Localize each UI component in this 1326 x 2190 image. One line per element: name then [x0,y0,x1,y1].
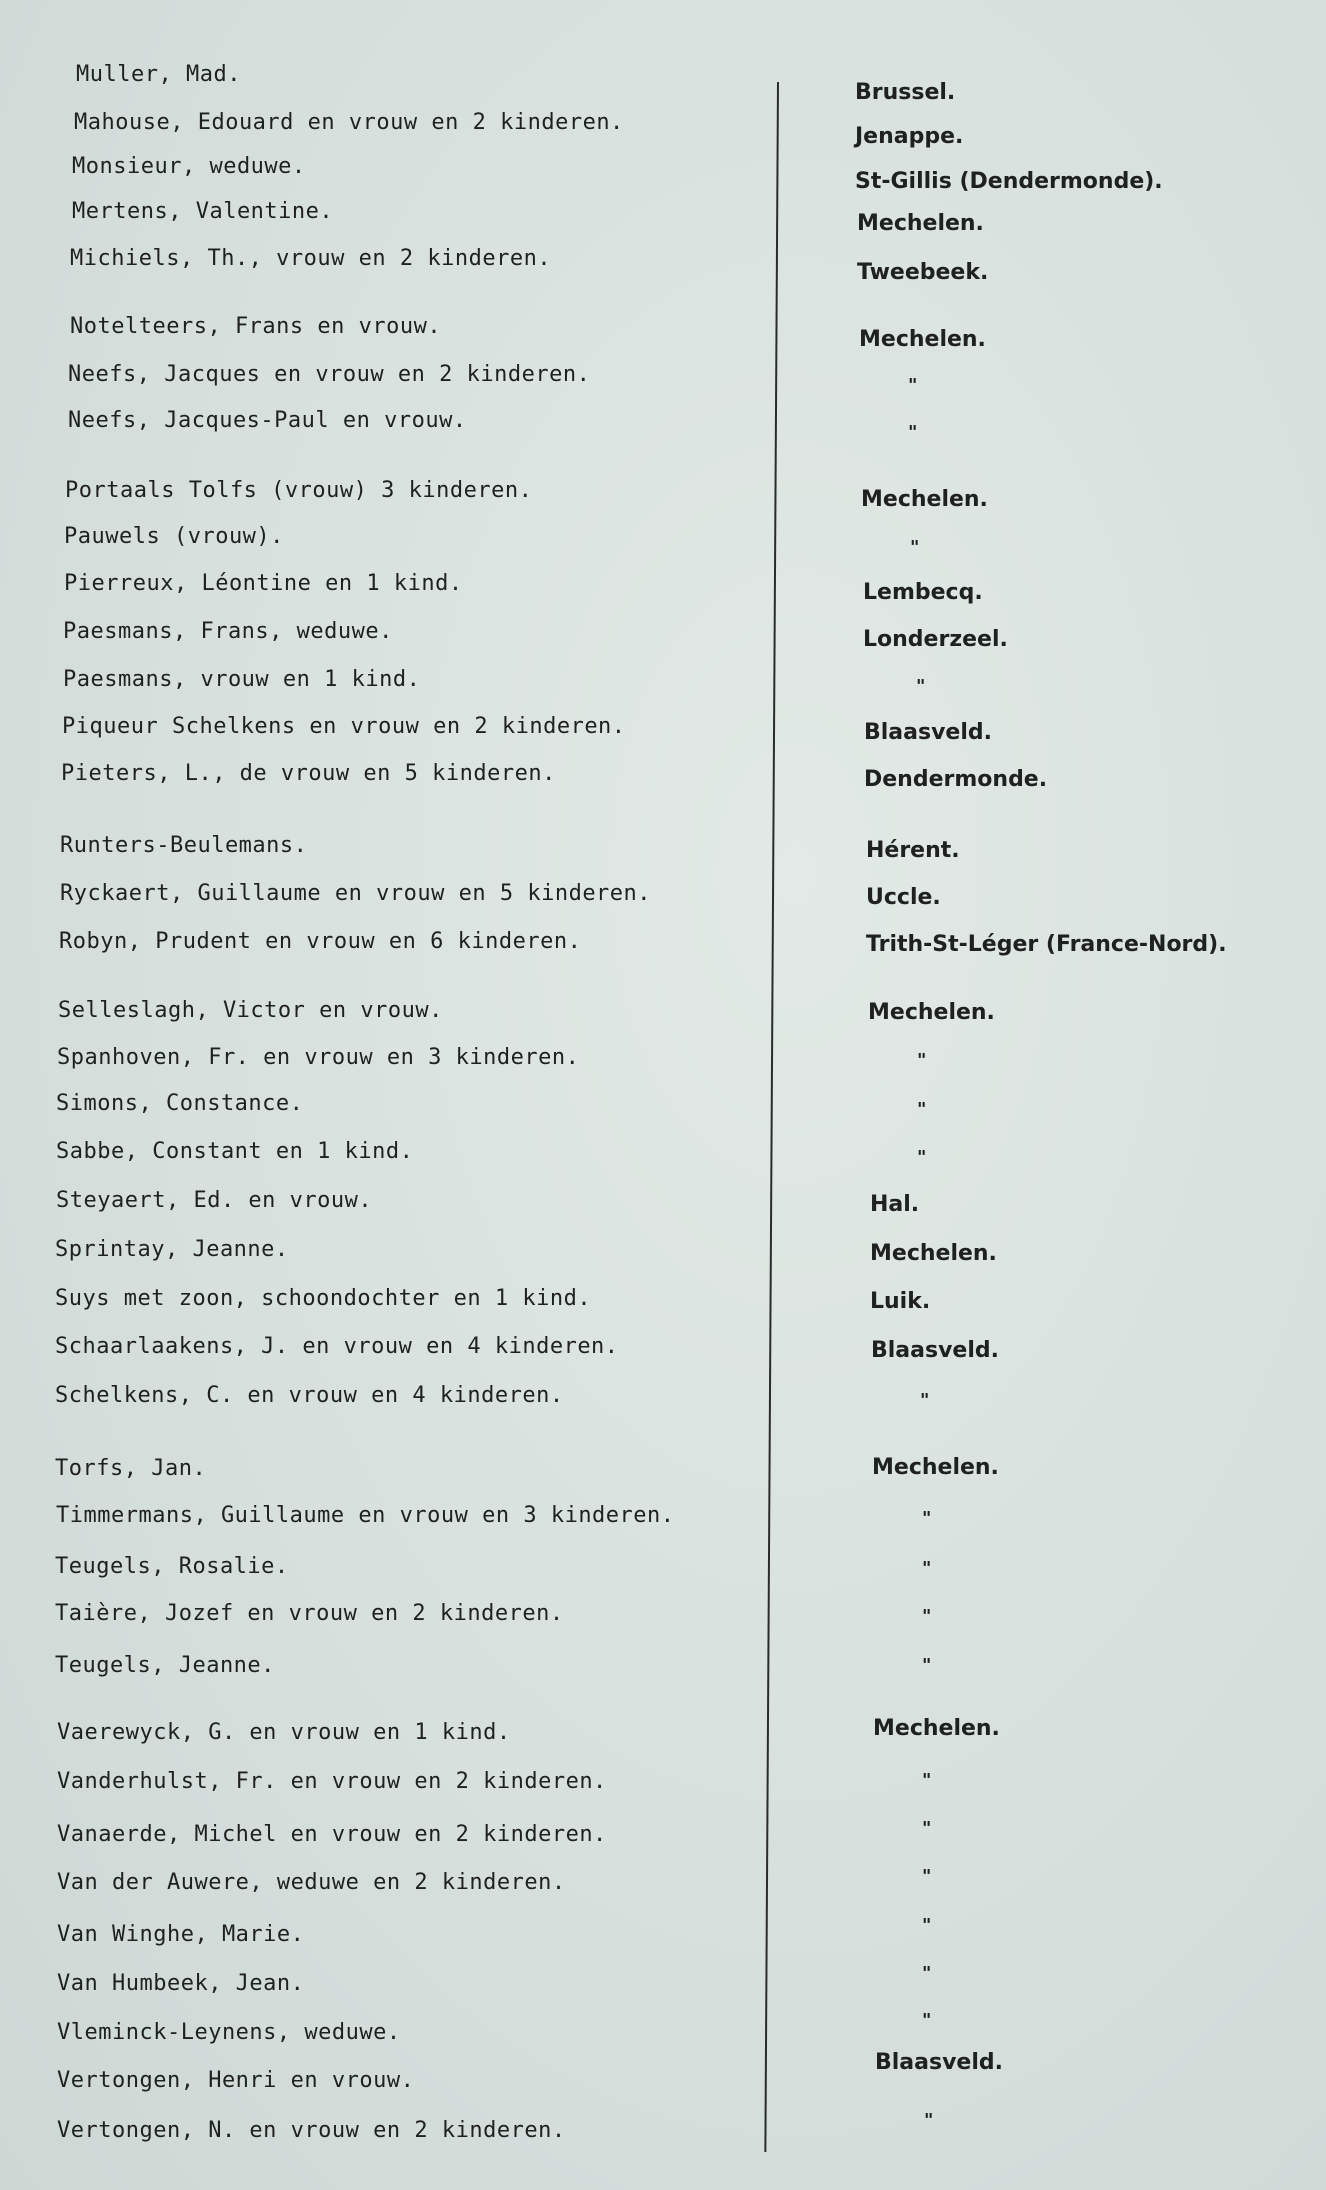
ditto-mark: " [922,1818,932,1839]
entry-name: Muller, Mad. [76,62,241,87]
entry-place: Jenappe. [855,124,964,149]
entry-place: Londerzeel. [863,627,1008,652]
entry-name: Spanhoven, Fr. en vrouw en 3 kinderen. [57,1045,580,1070]
entry-place: Blaasveld. [864,720,993,745]
entry-name: Monsieur, weduwe. [72,154,306,179]
entry-name: Sabbe, Constant en 1 kind. [56,1139,414,1164]
entry-name: Pierreux, Léontine en 1 kind. [64,571,463,596]
entry-name: Mertens, Valentine. [72,199,334,224]
entry-place: Mechelen. [861,487,988,512]
entry-name: Pauwels (vrouw). [64,524,284,549]
entry-name: Sprintay, Jeanne. [55,1237,289,1262]
ditto-mark: " [910,537,920,558]
entry-name: Neefs, Jacques-Paul en vrouw. [68,408,467,433]
entry-name: Taière, Jozef en vrouw en 2 kinderen. [55,1601,564,1626]
ditto-mark: " [917,1099,927,1120]
entry-name: Pieters, L., de vrouw en 5 kinderen. [61,761,556,786]
ditto-mark: " [908,422,918,443]
entry-name: Teugels, Jeanne. [55,1653,275,1678]
entry-name: Portaals Tolfs (vrouw) 3 kinderen. [65,478,533,503]
ditto-mark: " [922,2010,932,2031]
ditto-mark: " [922,1770,932,1791]
ditto-mark: " [920,1390,930,1411]
ditto-mark: " [922,1866,932,1887]
ditto-mark: " [917,1050,927,1071]
entry-name: Vleminck-Leynens, weduwe. [57,2020,401,2045]
entry-place: Tweebeek. [857,260,989,285]
ditto-mark: " [922,1558,932,1579]
entry-name: Torfs, Jan. [55,1456,207,1481]
entry-name: Michiels, Th., vrouw en 2 kinderen. [70,246,552,271]
entry-place: Blaasveld. [875,2050,1004,2075]
entry-name: Robyn, Prudent en vrouw en 6 kinderen. [59,929,582,954]
entry-name: Schelkens, C. en vrouw en 4 kinderen. [55,1383,564,1408]
entry-name: Teugels, Rosalie. [55,1554,289,1579]
entry-place: Trith-St-Léger (France-Nord). [866,932,1227,957]
entry-name: Vanderhulst, Fr. en vrouw en 2 kinderen. [57,1769,607,1794]
entry-place: Blaasveld. [871,1338,1000,1363]
entry-place: Mechelen. [870,1241,997,1266]
entry-place: Mechelen. [868,1000,995,1025]
ditto-mark: " [917,1147,927,1168]
ditto-mark: " [916,676,926,697]
ditto-mark: " [922,1508,932,1529]
entry-name: Selleslagh, Victor en vrouw. [58,998,443,1023]
entry-name: Van der Auwere, weduwe en 2 kinderen. [57,1870,566,1895]
entry-name: Timmermans, Guillaume en vrouw en 3 kinderen. [56,1503,675,1528]
entry-place: Mechelen. [873,1716,1000,1741]
entry-name: Vaerewyck, G. en vrouw en 1 kind. [57,1720,511,1745]
entry-name: Steyaert, Ed. en vrouw. [56,1188,373,1213]
ditto-mark: " [922,1606,932,1627]
entry-name: Simons, Constance. [56,1091,304,1116]
entry-name: Schaarlaakens, J. en vrouw en 4 kinderen. [55,1334,619,1359]
entry-name: Piqueur Schelkens en vrouw en 2 kinderen. [62,714,626,739]
entry-place: Brussel. [855,80,956,105]
entry-place: Mechelen. [859,327,986,352]
entry-name: Notelteers, Frans en vrouw. [70,314,442,339]
entry-place: Mechelen. [872,1455,999,1480]
entry-place: St-Gillis (Dendermonde). [855,169,1163,194]
entry-place: Hal. [870,1192,920,1217]
ditto-mark: " [922,1915,932,1936]
entry-name: Mahouse, Edouard en vrouw en 2 kinderen. [74,110,624,135]
column-divider [764,82,779,2152]
entry-name: Van Humbeek, Jean. [57,1971,305,1996]
ditto-mark: " [922,1655,932,1676]
entry-place: Mechelen. [857,211,984,236]
entry-place: Luik. [870,1289,931,1314]
entry-name: Paesmans, Frans, weduwe. [63,619,393,644]
ditto-mark: " [908,375,918,396]
entry-name: Vanaerde, Michel en vrouw en 2 kinderen. [57,1822,607,1847]
entry-name: Ryckaert, Guillaume en vrouw en 5 kinderen. [60,881,652,906]
entry-name: Van Winghe, Marie. [57,1922,305,1947]
entry-place: Dendermonde. [864,767,1048,792]
entry-name: Paesmans, vrouw en 1 kind. [63,667,421,692]
ditto-mark: " [922,1963,932,1984]
entry-place: Lembecq. [863,580,983,605]
entry-name: Neefs, Jacques en vrouw en 2 kinderen. [68,362,591,387]
entry-name: Suys met zoon, schoondochter en 1 kind. [55,1286,592,1311]
ditto-mark: " [924,2110,934,2131]
entry-place: Uccle. [866,885,941,910]
entry-place: Hérent. [866,838,960,863]
entry-name: Vertongen, Henri en vrouw. [57,2068,415,2093]
entry-name: Vertongen, N. en vrouw en 2 kinderen. [57,2118,566,2143]
entry-name: Runters-Beulemans. [60,833,308,858]
